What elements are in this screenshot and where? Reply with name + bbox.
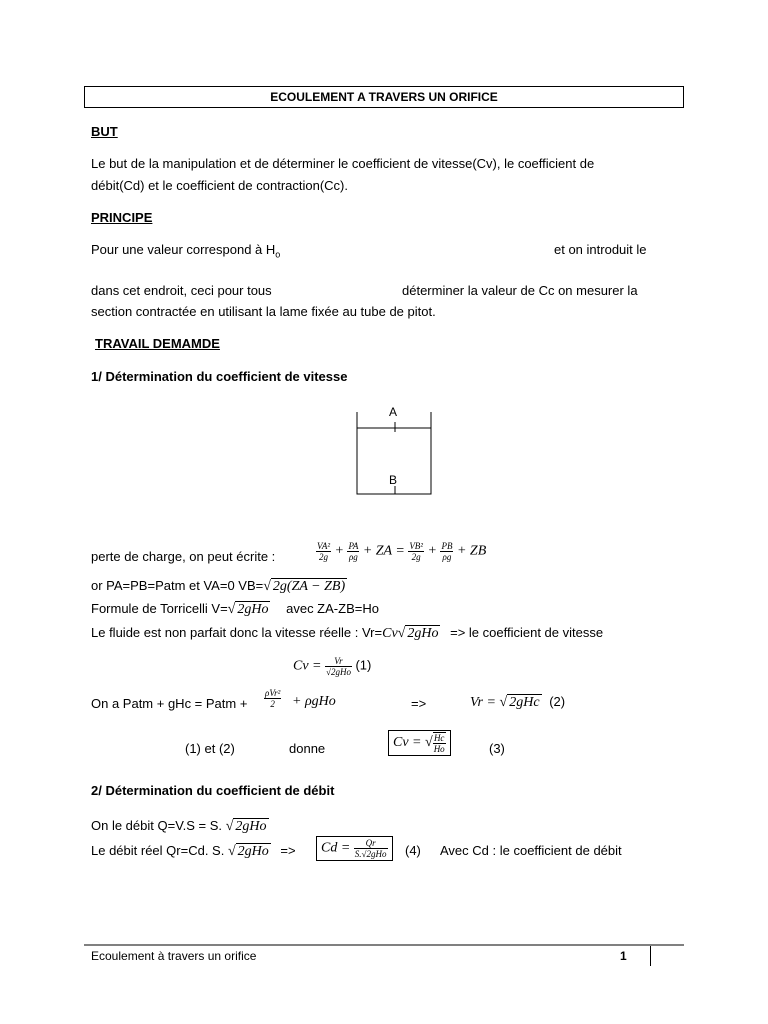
footer-rule (84, 944, 684, 946)
page-number: 1 (620, 949, 627, 963)
footer-divider (650, 946, 651, 966)
eq2-label: (2) (549, 694, 566, 709)
eq1-label: (1) (355, 657, 372, 673)
eq3-label: (3) (489, 741, 505, 756)
equation-2: Vr = √ 2gHc (2) (470, 694, 566, 710)
footer-text: Ecoulement à travers un orifice (91, 949, 257, 963)
debit-text: On le débit Q=V.S = S. (91, 818, 223, 833)
reel-sqrt: 2gHo (237, 844, 269, 859)
fluide-sqrt: 2gHo (407, 626, 439, 641)
principe-line-1-left (91, 242, 280, 260)
eq4-label: (4) (405, 843, 421, 858)
or-line: or PA=PB=Patm et VA=0 VB=√ 2g(ZA − ZB) (91, 578, 346, 594)
reel-tail: Avec Cd : le coefficient de débit (440, 843, 622, 858)
patm-arrow: => (411, 696, 427, 711)
fluide-tail: => le coefficient de vitesse (450, 625, 604, 640)
principe-heading: PRINCIPE (91, 210, 153, 225)
equation-1: Cv = $\frac{Vr}{\text{√2gHo}}$ (1) (293, 656, 372, 677)
reel-text: Le débit réel Qr=Cd. S. (91, 843, 225, 858)
principe-line-3: section contractée en utilisant la lame fixée au tube de pitot. (91, 304, 436, 319)
document-title: ECOULEMENT A TRAVERS UN ORIFICE (84, 86, 684, 108)
but-line-2: débit(Cd) et le coefficient de contraction(Cc). (91, 178, 348, 193)
eq2-sqrt: 2gHc (509, 695, 540, 710)
patm-tail: + ρgHo (292, 694, 336, 709)
point-a-label: A (389, 405, 398, 419)
principe-line-1-right: et on introduit le (554, 242, 647, 257)
reel-line: Le débit réel Qr=Cd. S. √ 2gHo => (91, 843, 296, 859)
principe-line-2-left: dans cet endroit, ceci pour tous (91, 283, 272, 298)
principe-h-subscript: o (275, 249, 281, 260)
section-1-heading: 1/ Détermination du coefficient de vitesse (91, 369, 348, 384)
fluide-text: Le fluide est non parfait donc la vitesse réelle : Vr= (91, 625, 383, 640)
patm-fraction: $\frac{\text{ρVr²}}{2}$ (265, 688, 281, 709)
torricelli-tail: avec ZA-ZB=Ho (286, 601, 379, 616)
debit-sqrt: 2gHo (235, 819, 267, 834)
travail-heading: TRAVAIL DEMAMDE (95, 336, 220, 351)
reel-arrow: => (280, 843, 296, 858)
or-line-text: or PA=PB=Patm et VA=0 VB= (91, 578, 264, 593)
eq2-lhs: Vr = (470, 695, 496, 710)
or-line-sqrt: 2g(ZA − ZB) (272, 579, 346, 594)
but-heading: BUT (91, 124, 118, 139)
perte-text: perte de charge, on peut écrite : (91, 549, 276, 564)
equation-3: Cv = √ $\frac{Hc}{Ho}$ (388, 730, 451, 756)
bernoulli-equation: $\frac{\text{VA²}}{2g}$ + $\frac{PA}{\rho g}$ + ZA = $\frac{\text{VB²}}{2g}$ + $\frac{PB}{\rho g}$ + ZB (317, 541, 487, 562)
point-b-label: B (389, 473, 398, 487)
but-line-1: Le but de la manipulation et de déterminer le coefficient de vitesse(Cv), le coefficient de (91, 156, 595, 171)
debit-line: On le débit Q=V.S = S. √ 2gHo (91, 818, 267, 834)
torricelli-text: Formule de Torricelli V= (91, 601, 228, 616)
donne-b: donne (289, 741, 326, 756)
section-2-heading: 2/ Détermination du coefficient de débit (91, 783, 335, 798)
donne-a: (1) et (2) (185, 741, 235, 756)
torricelli-sqrt: 2gHo (237, 602, 269, 617)
fluide-line: Le fluide est non parfait donc la vitesse réelle : Vr=Cv√ 2gHo => le coefficient de vitesse (91, 625, 604, 641)
patm-text: On a Patm + gHc = Patm + (91, 696, 248, 711)
principe-line-1-text: Pour une valeur correspond à H (91, 242, 276, 257)
equation-4: Cd = $\frac{Qr}{\text{S.√2gHo}}$ (316, 836, 393, 861)
principe-line-2-right: déterminer la valeur de Cc on mesurer la (402, 283, 638, 298)
torricelli-line: Formule de Torricelli V=√ 2gHo avec ZA-ZB=Ho (91, 601, 379, 617)
fluide-cv: Cv (382, 626, 398, 641)
